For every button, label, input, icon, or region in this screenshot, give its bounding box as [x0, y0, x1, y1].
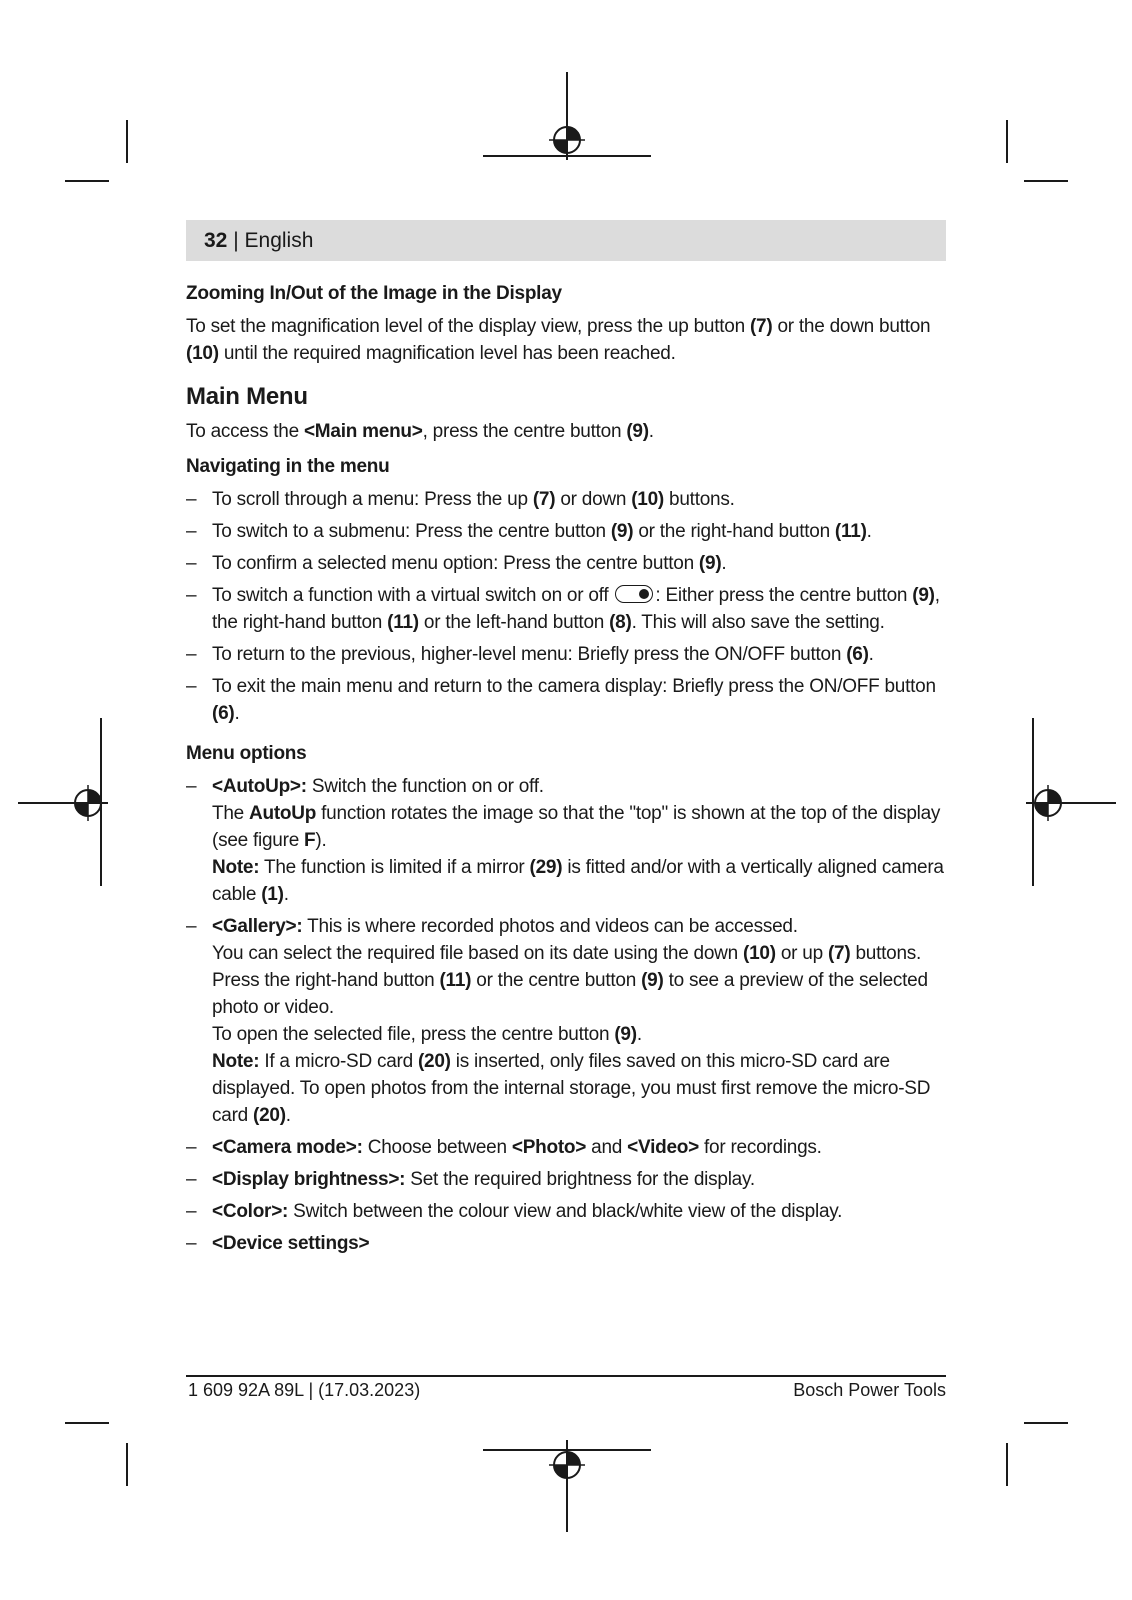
list-item-gallery: – <Gallery>: This is where recorded photos and videos can be accessed. You can select the required file based on its date using the down (10) or up (7) buttons. Press the right-hand button (11) or the centre button (9) to see a preview of the selected photo or video. To open the selected file, press the centre button (9). Note: If a micro-SD card (20) is inserted, only files saved on this micro-SD card are displayed. To open photos from the internal storage, you must first remove the micro-SD card (20).: [186, 913, 946, 1129]
language-label: English: [244, 229, 314, 252]
page-number: 32: [204, 229, 228, 252]
list-item: – To exit the main menu and return to the camera display: Briefly press the ON/OFF button (6).: [186, 673, 946, 727]
paragraph-zoom: To set the magnification level of the display view, press the up button (7) or the down button (10) until the required magnification level has been reached.: [186, 316, 931, 364]
list-item: – To return to the previous, higher-level menu: Briefly press the ON/OFF button (6).: [186, 641, 946, 668]
registration-target-icon: [549, 1447, 585, 1483]
registration-target-icon: [1030, 785, 1066, 821]
list-item: – To scroll through a menu: Press the up (7) or down (10) buttons.: [186, 486, 946, 513]
footer-divider: [186, 1375, 946, 1377]
paragraph-main-menu: To access the <Main menu>, press the centre button (9).: [186, 421, 654, 442]
crop-mark: [1024, 1422, 1068, 1424]
list-item-color: – <Color>: Switch between the colour view and black/white view of the display.: [186, 1198, 946, 1225]
crop-mark: [126, 120, 128, 163]
section-heading-navigating: Navigating in the menu: [186, 456, 390, 477]
footer-brand: Bosch Power Tools: [793, 1380, 946, 1400]
note: Note: If a micro-SD card (20) is inserted, only files saved on this micro-SD card are displayed. To open photos from the internal storage, you must first remove the micro-SD card (20).: [212, 1051, 931, 1126]
crop-mark: [65, 1422, 109, 1424]
registration-target-icon: [70, 785, 106, 821]
toggle-switch-icon: [615, 585, 653, 603]
registration-target-icon: [549, 122, 585, 158]
crop-mark: [65, 180, 109, 182]
list-item-device-settings: – <Device settings>: [186, 1230, 946, 1257]
navigating-list: [186, 486, 946, 727]
crop-mark: [1006, 1443, 1008, 1486]
crop-mark: [1006, 120, 1008, 163]
list-item-autoup: – <AutoUp>: Switch the function on or off. The AutoUp function rotates the image so that the "top" is shown at the top of the display (see figure F). Note: The function is limited if a mirror (29) is fitted and/or with a vertically aligned camera cable (1).: [186, 773, 946, 908]
page-header: [186, 220, 946, 261]
note: Note: The function is limited if a mirror (29) is fitted and/or with a vertically aligned camera cable (1).: [212, 857, 944, 905]
section-heading-main-menu: Main Menu: [186, 383, 308, 410]
section-heading-zoom: Zooming In/Out of the Image in the Display: [186, 283, 562, 304]
header-separator: |: [233, 229, 239, 252]
list-item-camera-mode: – <Camera mode>: Choose between <Photo> and <Video> for recordings.: [186, 1134, 946, 1161]
list-item-display-brightness: – <Display brightness>: Set the required brightness for the display.: [186, 1166, 946, 1193]
section-heading-menu-options: Menu options: [186, 743, 307, 764]
crop-mark: [126, 1443, 128, 1486]
list-item: – To switch a function with a virtual switch on or off : Either press the centre button (9), the right-hand button (11) or the left-hand button (8). This will also save the setting.: [186, 582, 946, 636]
page-body: [186, 280, 946, 1262]
footer-document-number: 1 609 92A 89L | (17.03.2023): [188, 1380, 421, 1400]
page-header-text: [204, 229, 313, 253]
menu-options-list: [186, 773, 946, 1257]
crop-mark: [1024, 180, 1068, 182]
list-item: – To switch to a submenu: Press the centre button (9) or the right-hand button (11).: [186, 518, 946, 545]
list-item: – To confirm a selected menu option: Press the centre button (9).: [186, 550, 946, 577]
